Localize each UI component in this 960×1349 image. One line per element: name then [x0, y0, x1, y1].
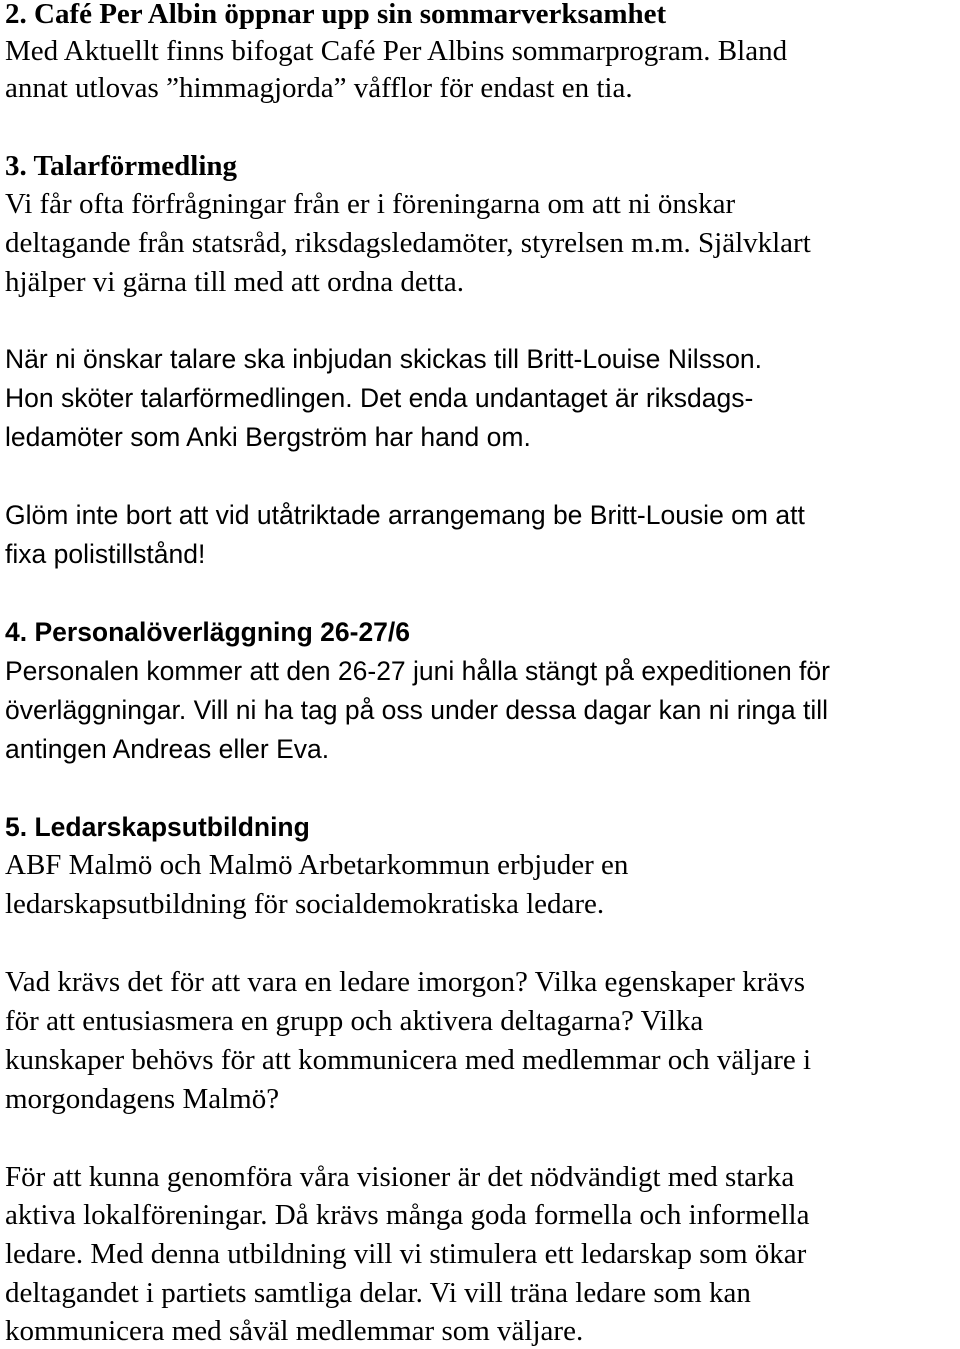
section-3-body-line: hjälper vi gärna till med att ordna detta. [5, 266, 465, 298]
section-5-body-line: För att kunna genomföra våra visioner är det nödvändigt med starka [5, 1161, 795, 1193]
section-3-body-line: Vi får ofta förfrågningar från er i föreningarna om att ni önskar [5, 188, 736, 220]
section-3-body-line: När ni önskar talare ska inbjudan skickas till Britt-Louise Nilsson. [5, 344, 763, 374]
section-5-body-line: deltagandet i partiets samtliga delar. Vi vill träna ledare som kan [5, 1277, 751, 1309]
section-4-heading: 4. Personalöverläggning 26-27/6 [5, 617, 411, 647]
section-3-heading: 3. Talarförmedling [5, 150, 238, 182]
section-2-body-line: annat utlovas ”himmagjorda” våfflor för endast en tia. [5, 72, 633, 104]
section-4-body-line: Personalen kommer att den 26-27 juni hålla stängt på expeditionen för [5, 656, 830, 686]
section-5-body-line: ABF Malmö och Malmö Arbetarkommun erbjuder en [5, 849, 629, 881]
section-3-body-line: fixa polistillstånd! [5, 539, 206, 569]
section-5-body-line: Vad krävs det för att vara en ledare imorgon? Vilka egenskaper krävs [5, 966, 806, 998]
section-3-body-line: Hon sköter talarförmedlingen. Det enda undantaget är riksdags- [5, 383, 754, 413]
section-3-body-line: deltagande från statsråd, riksdagsledamöter, styrelsen m.m. Självklart [5, 227, 811, 259]
section-3-body-line: Glöm inte bort att vid utåtriktade arrangemang be Britt-Lousie om att [5, 500, 805, 530]
section-5-body-line: aktiva lokalföreningar. Då krävs många goda formella och informella [5, 1199, 810, 1231]
section-5-body-line: morgondagens Malmö? [5, 1083, 280, 1115]
section-5-heading: 5. Ledarskapsutbildning [5, 812, 310, 842]
section-4-body-line: överläggningar. Vill ni ha tag på oss under dessa dagar kan ni ringa till [5, 695, 829, 725]
section-5-body-line: ledare. Med denna utbildning vill vi stimulera ett ledarskap som ökar [5, 1238, 807, 1270]
section-3-body-line: ledamöter som Anki Bergström har hand om. [5, 422, 531, 452]
section-4-body-line: antingen Andreas eller Eva. [5, 734, 330, 764]
section-5-body-line: kommunicera med såväl medlemmar som väljare. [5, 1315, 584, 1347]
section-5-body-line: ledarskapsutbildning för socialdemokratiska ledare. [5, 888, 605, 920]
section-2-heading: 2. Café Per Albin öppnar upp sin sommarverksamhet [5, 0, 667, 30]
section-5-body-line: för att entusiasmera en grupp och aktivera deltagarna? Vilka [5, 1005, 704, 1037]
section-5-body-line: kunskaper behövs för att kommunicera med medlemmar och väljare i [5, 1044, 812, 1076]
section-2-body-line: Med Aktuellt finns bifogat Café Per Albins sommarprogram. Bland [5, 35, 788, 67]
